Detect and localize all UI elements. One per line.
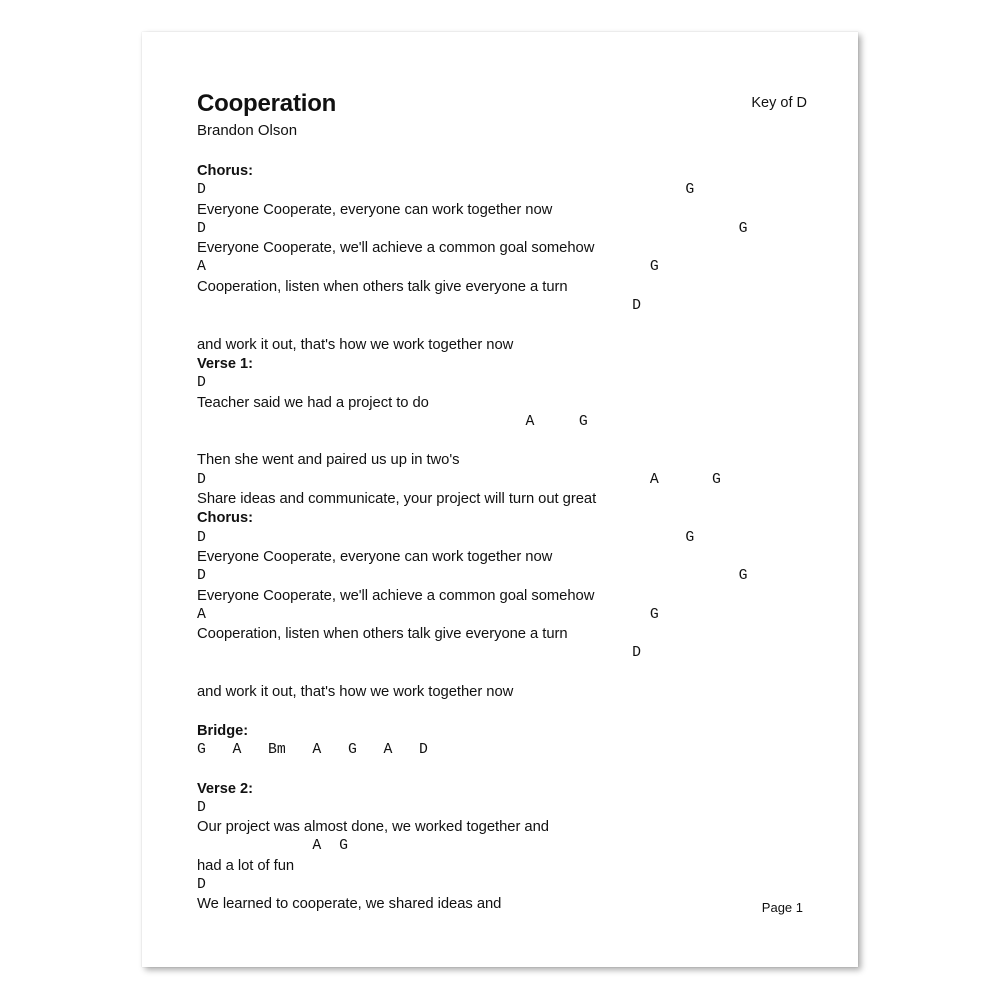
lyric-line: Everyone Cooperate, we'll achieve a common goal somehow	[197, 240, 595, 257]
lyric-line: and work it out, that's how we work together now	[197, 684, 514, 701]
chord-line: D G	[197, 529, 695, 546]
lyric-line: Then she went and paired us up in two's	[197, 452, 460, 469]
section-heading: Verse 1:	[197, 355, 253, 372]
chord-line: D	[197, 876, 206, 893]
blank-line	[197, 664, 817, 683]
blank-line	[197, 760, 817, 779]
chord-line: A G	[197, 606, 659, 623]
lyric-line: Everyone Cooperate, we'll achieve a common goal somehow	[197, 587, 595, 604]
song-author: Brandon Olson	[197, 122, 298, 139]
chord-line: D	[197, 375, 206, 392]
chord-line: A G	[197, 838, 348, 855]
lyric-line: We learned to cooperate, we shared ideas and	[197, 896, 502, 913]
section-heading: Chorus:	[197, 510, 253, 527]
blank-line	[197, 316, 817, 335]
lyric-line: Cooperation, listen when others talk give everyone a turn	[197, 278, 568, 295]
chord-sheet-body	[197, 162, 817, 915]
chord-line: D G	[197, 568, 748, 585]
chord-line: A G	[197, 259, 659, 276]
chord-line: D G	[197, 220, 748, 237]
document-header	[197, 90, 807, 141]
section-heading: Bridge:	[197, 722, 249, 739]
chord-line: D	[197, 799, 206, 816]
section-heading: Chorus:	[197, 163, 253, 179]
chord-line: D	[197, 298, 641, 315]
chord-line: G A Bm A G A D	[197, 741, 428, 758]
lyric-line: Everyone Cooperate, everyone can work together now	[197, 548, 553, 565]
page-number: Page 1	[761, 900, 803, 915]
blank-line	[197, 432, 817, 451]
lyric-line: Teacher said we had a project to do	[197, 394, 429, 411]
lyric-line: Our project was almost done, we worked together and	[197, 819, 549, 836]
chord-line: D	[197, 645, 641, 662]
lyric-line: Share ideas and communicate, your project will turn out great	[197, 491, 597, 508]
page-title: Cooperation	[197, 90, 337, 117]
lyric-line: had a lot of fun	[197, 857, 295, 874]
lyric-line: Everyone Cooperate, everyone can work together now	[197, 201, 553, 218]
chord-line: D G	[197, 182, 695, 199]
key-signature: Key of D	[751, 95, 807, 111]
section-heading: Verse 2:	[197, 780, 253, 797]
lyric-line: and work it out, that's how we work together now	[197, 336, 514, 353]
chord-line: D A G	[197, 471, 721, 488]
document-page	[142, 32, 858, 967]
blank-line	[197, 702, 817, 721]
lyric-line: Cooperation, listen when others talk give everyone a turn	[197, 626, 568, 643]
chord-line: A G	[197, 413, 588, 430]
